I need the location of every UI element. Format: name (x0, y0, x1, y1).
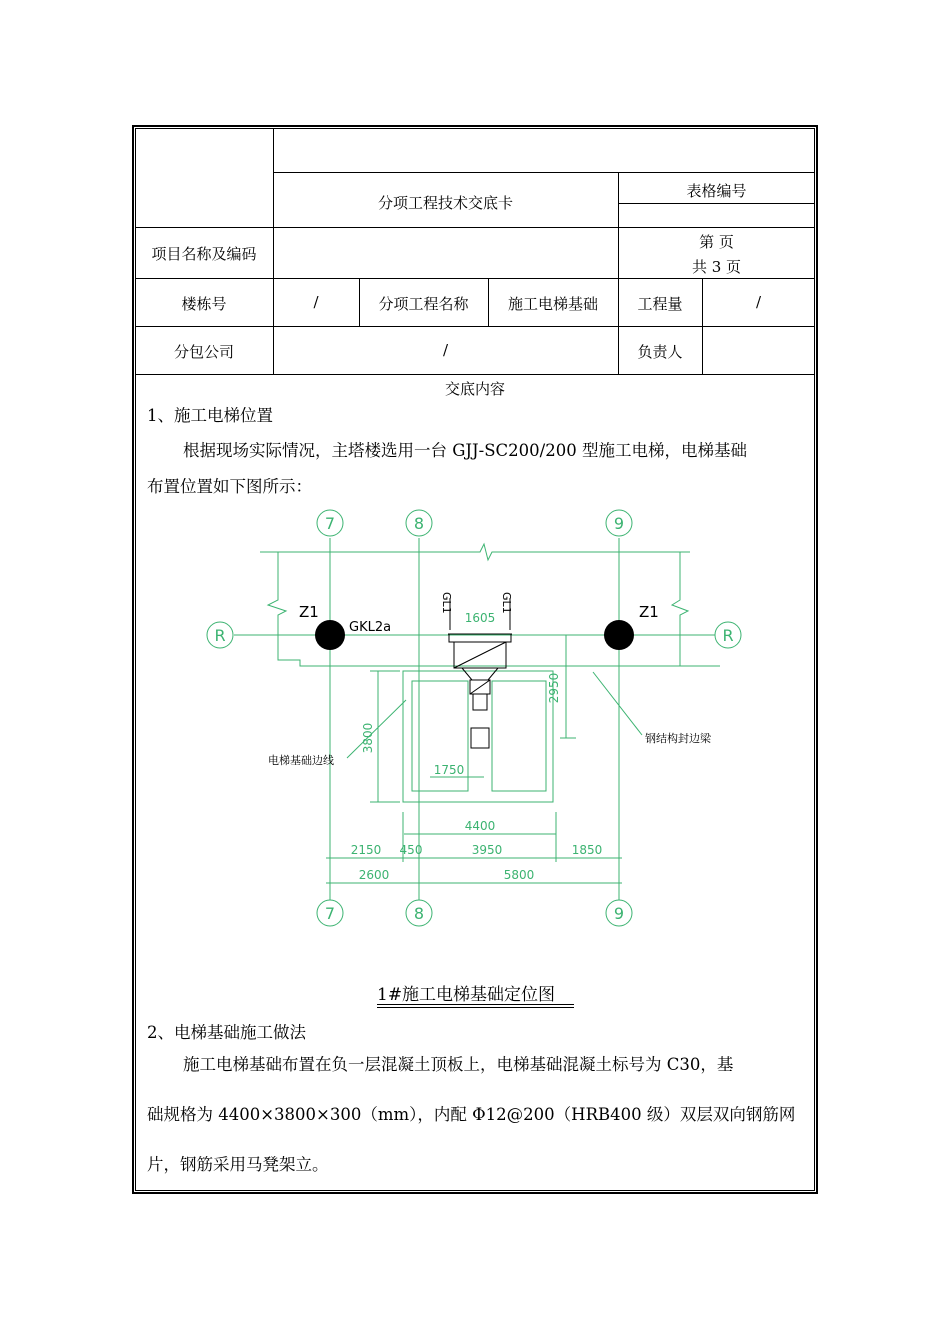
axis-7-top: 7 (324, 514, 336, 533)
rule (135, 278, 815, 279)
rule (135, 374, 815, 375)
page-total: 共 3 页 (691, 258, 742, 276)
form-no-label: 表格编号 (686, 182, 747, 200)
dim-4400: 4400 (464, 819, 496, 833)
quantity-label: 工程量 (637, 295, 683, 313)
responsible-label: 负责人 (637, 343, 683, 361)
dimension-labels (351, 611, 603, 882)
label-beam: GKL2a (349, 620, 392, 635)
axis-r-right: R (722, 626, 734, 645)
section2-paragraph-line1: 施工电梯基础布置在负一层混凝土顶板上，电梯基础混凝土标号为 C30，基 (183, 1055, 734, 1074)
axis-8-bottom: 8 (413, 904, 425, 923)
axis-r-left: R (214, 626, 226, 645)
caption-underline (377, 1007, 574, 1008)
section2-paragraph-line2: 础规格为 4400×3800×300（mm），内配 Φ12@200（HRB400 级）双层双向钢筋网 (147, 1105, 796, 1124)
dim-2950: 2950 (547, 672, 561, 704)
label-steel-edge-beam: 钢结构封边梁 (645, 732, 711, 745)
rule (273, 172, 815, 173)
dim-3800: 3800 (361, 722, 375, 754)
subcontractor-label: 分包公司 (173, 343, 234, 361)
label-foundation-edge: 电梯基础边线 (268, 754, 334, 767)
label-gl1-right: GL1 (500, 592, 513, 614)
form-title: 分项工程技术交底卡 (377, 194, 513, 212)
axis-labels (214, 514, 733, 923)
dim-450: 450 (399, 843, 423, 857)
subcontractor-value: / (442, 341, 449, 359)
dim-1605: 1605 (464, 611, 496, 625)
section1-heading: 1、施工电梯位置 (147, 406, 273, 425)
building-label: 楼栋号 (181, 295, 227, 313)
dim-2150: 2150 (350, 843, 382, 857)
rule (135, 326, 815, 327)
dim-3950: 3950 (471, 843, 503, 857)
section2-heading: 2、电梯基础施工做法 (147, 1023, 306, 1042)
page-current: 第 页 (699, 233, 734, 251)
subitem-label: 分项工程名称 (378, 295, 469, 313)
project-label: 项目名称及编码 (151, 245, 257, 263)
drawing-caption: 1#施工电梯基础定位图 (377, 985, 556, 1005)
dim-2600: 2600 (358, 868, 390, 882)
dim-1850: 1850 (571, 843, 603, 857)
rule (135, 227, 815, 228)
rule (618, 203, 815, 204)
axis-8-top: 8 (413, 514, 425, 533)
quantity-value: / (755, 293, 762, 311)
building-value: / (313, 293, 319, 311)
dim-5800: 5800 (503, 868, 535, 882)
section2-paragraph-line3: 片，钢筋采用马凳架立。 (147, 1155, 329, 1174)
caption-underline (377, 1004, 574, 1005)
subitem-value: 施工电梯基础 (507, 295, 598, 313)
label-gl1-left: GL1 (440, 592, 453, 614)
content-label: 交底内容 (444, 380, 505, 398)
axis-7-bottom: 7 (324, 904, 336, 923)
column-z1-left (315, 620, 345, 650)
elevator-foundation-drawing (200, 505, 760, 935)
dim-1750: 1750 (433, 763, 465, 777)
section1-paragraph-line1: 根据现场实际情况，主塔楼选用一台 GJJ-SC200/200 型施工电梯，电梯基础 (183, 441, 747, 460)
axis-bubbles (207, 510, 741, 926)
section1-paragraph-line2: 布置位置如下图所示： (147, 477, 312, 496)
rule (273, 128, 274, 374)
column-z1-right (604, 620, 634, 650)
label-z1-left: Z1 (299, 603, 319, 621)
axis-9-bottom: 9 (613, 904, 625, 923)
label-z1-right: Z1 (639, 603, 659, 621)
axis-9-top: 9 (613, 514, 625, 533)
